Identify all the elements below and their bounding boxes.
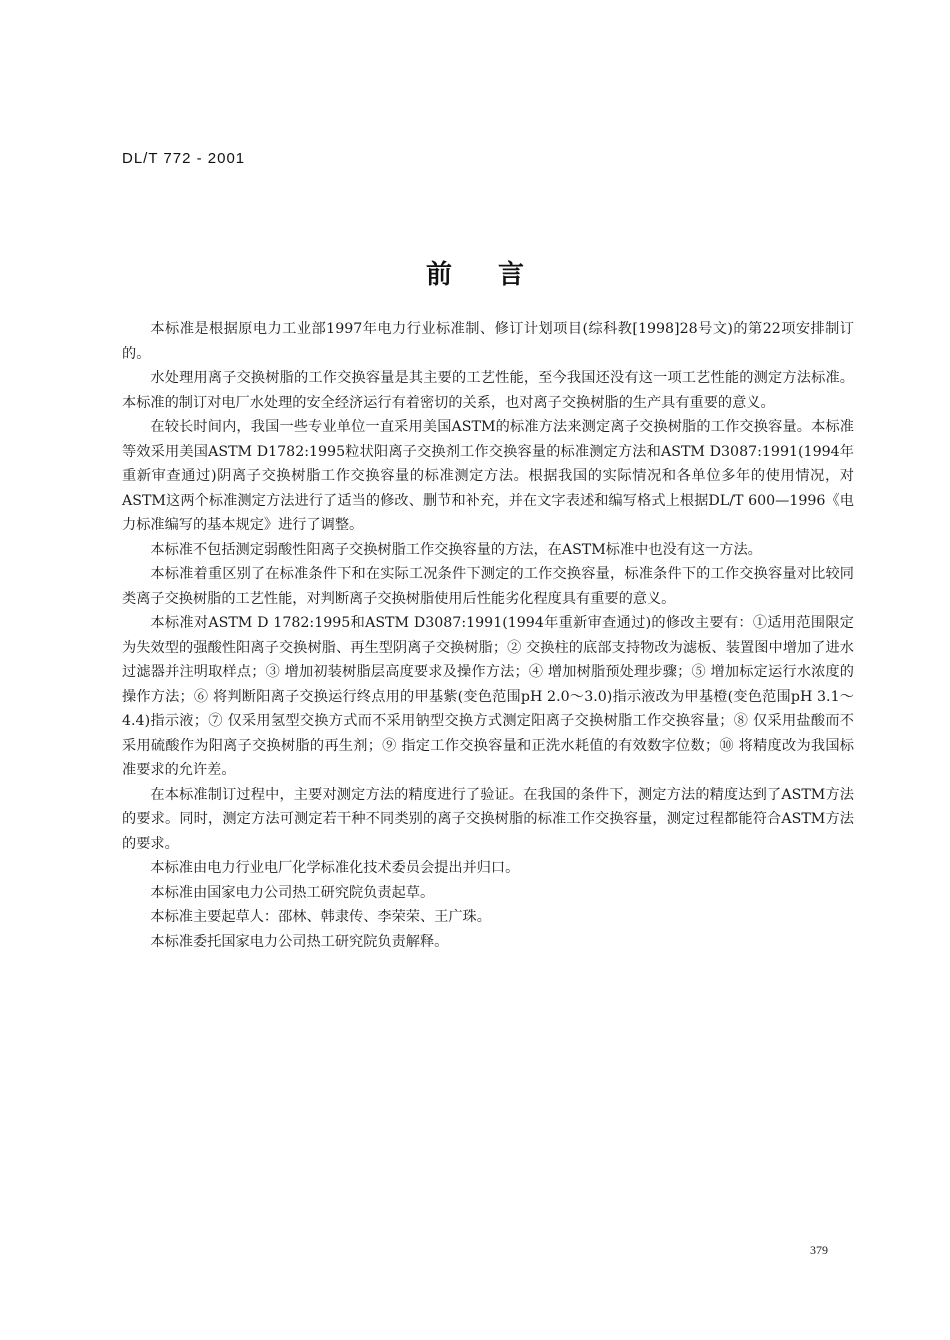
- page-number: 379: [810, 1243, 828, 1257]
- paragraph-2: 水处理用离子交换树脂的工作交换容量是其主要的工艺性能，至今我国还没有这一项工艺性能的测定方法标准。本标准的制订对电厂水处理的安全经济运行有着密切的关系，也对离子交换树脂的生产具有重要的意义。: [122, 370, 854, 411]
- paragraph-1: 本标准是根据原电力工业部1997年电力行业标准制、修订计划项目(综科教[1998]28号文)的第22项安排制订的。: [122, 321, 854, 362]
- paragraph-5: 本标准着重区别了在标准条件下和在实际工况条件下测定的工作交换容量，标准条件下的工作交换容量对比较同类离子交换树脂的工艺性能，对判断离子交换树脂使用后性能劣化程度具有重要的意义。: [122, 566, 854, 607]
- paragraph-10: 本标准主要起草人：邵林、韩隶传、李荣荣、王广珠。: [150, 909, 491, 925]
- paragraph-7: 在本标准制订过程中，主要对测定方法的精度进行了验证。在我国的条件下，测定方法的精度达到了ASTM方法的要求。同时，测定方法可测定若干种不同类别的离子交换树脂的标准工作交换容量，测定过程都能符合ASTM方法的要求。: [122, 786, 854, 852]
- paragraph-11: 本标准委托国家电力公司热工研究院负责解释。: [150, 933, 449, 950]
- standard-code: DL/T 772 - 2001: [122, 150, 246, 167]
- paragraph-9: 本标准由国家电力公司热工研究院负责起草。: [150, 884, 435, 901]
- foreword-body: [122, 317, 854, 954]
- paragraph-4: 本标准不包括测定弱酸性阳离子交换树脂工作交换容量的方法，在ASTM标准中也没有这一方法。: [150, 541, 762, 558]
- paragraph-8: 本标准由电力行业电厂化学标准化技术委员会提出并归口。: [150, 860, 520, 876]
- page-title: 前言: [425, 260, 570, 290]
- paragraph-6: 本标准对ASTM D 1782:1995和ASTM D3087:1991(1994年重新审查通过)的修改主要有：①适用范围限定为失效型的强酸性阳离子交换树脂、再生型阴离子交换树脂；② 交换柱的底部支持物改为滤板、装置图中增加了进水过滤器并注明取样点；③ 增加初装树脂层高度要求及操作方法；④ 增加树脂预处理步骤；⑤ 增加标定运行水浓度的操作方法；⑥ 将判断阳离子交换运行终点用的甲基紫(变色范围pH 2.0～3.0)指示液改为甲基橙(变色范围pH 3.1～4.4)指示液；⑦ 仅采用氢型交换方式而不采用钠型交换方式测定阳离子交换树脂工作交换容量；⑧ 仅采用盐酸而不采用硫酸作为阳离子交换树脂的再生剂；⑨ 指定工作交换容量和正洗水耗值的有效数字位数；⑩ 将精度改为我国标准要求的允许差。: [122, 615, 854, 778]
- paragraph-3: 在较长时间内，我国一些专业单位一直采用美国ASTM的标准方法来测定离子交换树脂的工作交换容量。本标准等效采用美国ASTM D1782:1995粒状阳离子交换剂工作交换容量的标准测定方法和ASTM D3087:1991(1994年重新审查通过)阴离子交换树脂工作交换容量的标准测定方法。根据我国的实际情况和各单位多年的使用情况，对ASTM这两个标准测定方法进行了适当的修改、删节和补充，并在文字表述和编写格式上根据DL/T 600—1996《电力标准编写的基本规定》进行了调整。: [122, 419, 854, 533]
